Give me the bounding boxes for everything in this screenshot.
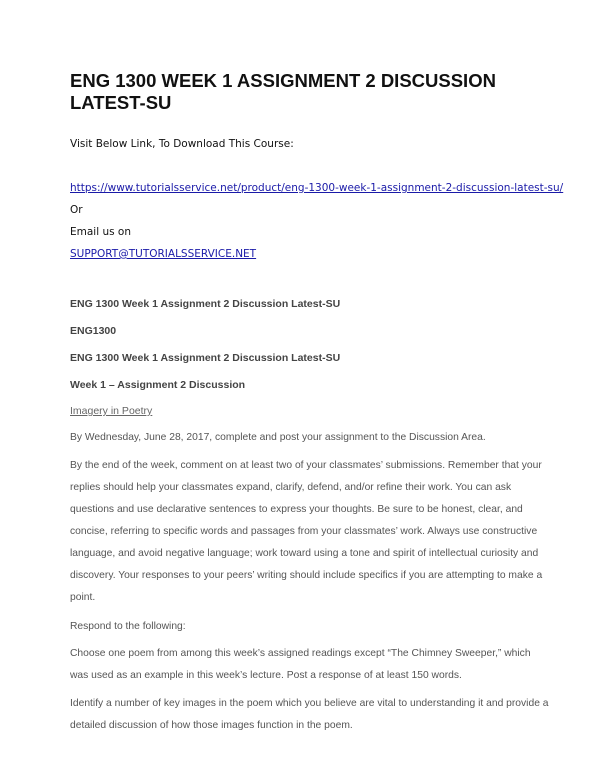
paragraph-line: By Wednesday, June 28, 2017, complete and post your assignment to the Discussion Area.: [70, 432, 486, 443]
visit-text: Visit Below Link, To Download This Course:: [70, 138, 294, 150]
paragraph-line: replies should help your classmates expand, clarify, defend, and/or refine their work. You can ask: [70, 482, 512, 493]
paragraph-line: point.: [70, 592, 96, 603]
paragraph-line: Identify a number of key images in the poem which you believe are vital to understanding it and provide a: [70, 698, 549, 709]
paragraph-line: detailed discussion of how those images function in the poem.: [70, 720, 353, 731]
paragraph-line: Choose one poem from among this week’s assigned readings except “The Chimney Sweeper,” which: [70, 648, 531, 659]
document-title: ENG 1300 WEEK 1 ASSIGNMENT 2 DISCUSSION LATEST-SU: [70, 70, 496, 113]
paragraph-line: discovery. Your responses to your peers’ writing should include specifics if you are attempting to make a: [70, 570, 543, 581]
course-link[interactable]: https://www.tutorialsservice.net/product/eng-1300-week-1-assignment-2-discussion-latest-su/: [70, 182, 564, 194]
subheading-imagery: Imagery in Poetry: [70, 405, 153, 417]
or-text: Or: [70, 204, 83, 216]
heading-course-title: ENG 1300 Week 1 Assignment 2 Discussion Latest-SU: [70, 298, 341, 310]
paragraph-line: questions and use declarative sentences to express your thoughts. Be sure to be honest, clear, and: [70, 504, 523, 515]
heading-course-title-repeat: ENG 1300 Week 1 Assignment 2 Discussion Latest-SU: [70, 352, 341, 364]
paragraph-line: Respond to the following:: [70, 621, 186, 632]
paragraph-line: language, and avoid negative language; work toward using a tone and spirit of intellectual curiosity and: [70, 548, 539, 559]
paragraph-line: was used as an example in this week’s lecture. Post a response of at least 150 words.: [70, 670, 462, 681]
heading-week: Week 1 – Assignment 2 Discussion: [70, 379, 246, 391]
heading-course-code: ENG1300: [70, 325, 117, 337]
paragraph-line: By the end of the week, comment on at least two of your classmates’ submissions. Remember that your: [70, 460, 542, 471]
email-text: Email us on: [70, 226, 132, 238]
paragraph-line: concise, referring to specific words and passages from your classmates’ work. Always use constructive: [70, 526, 538, 537]
support-email-link[interactable]: SUPPORT@TUTORIALSSERVICE.NET: [70, 248, 257, 260]
